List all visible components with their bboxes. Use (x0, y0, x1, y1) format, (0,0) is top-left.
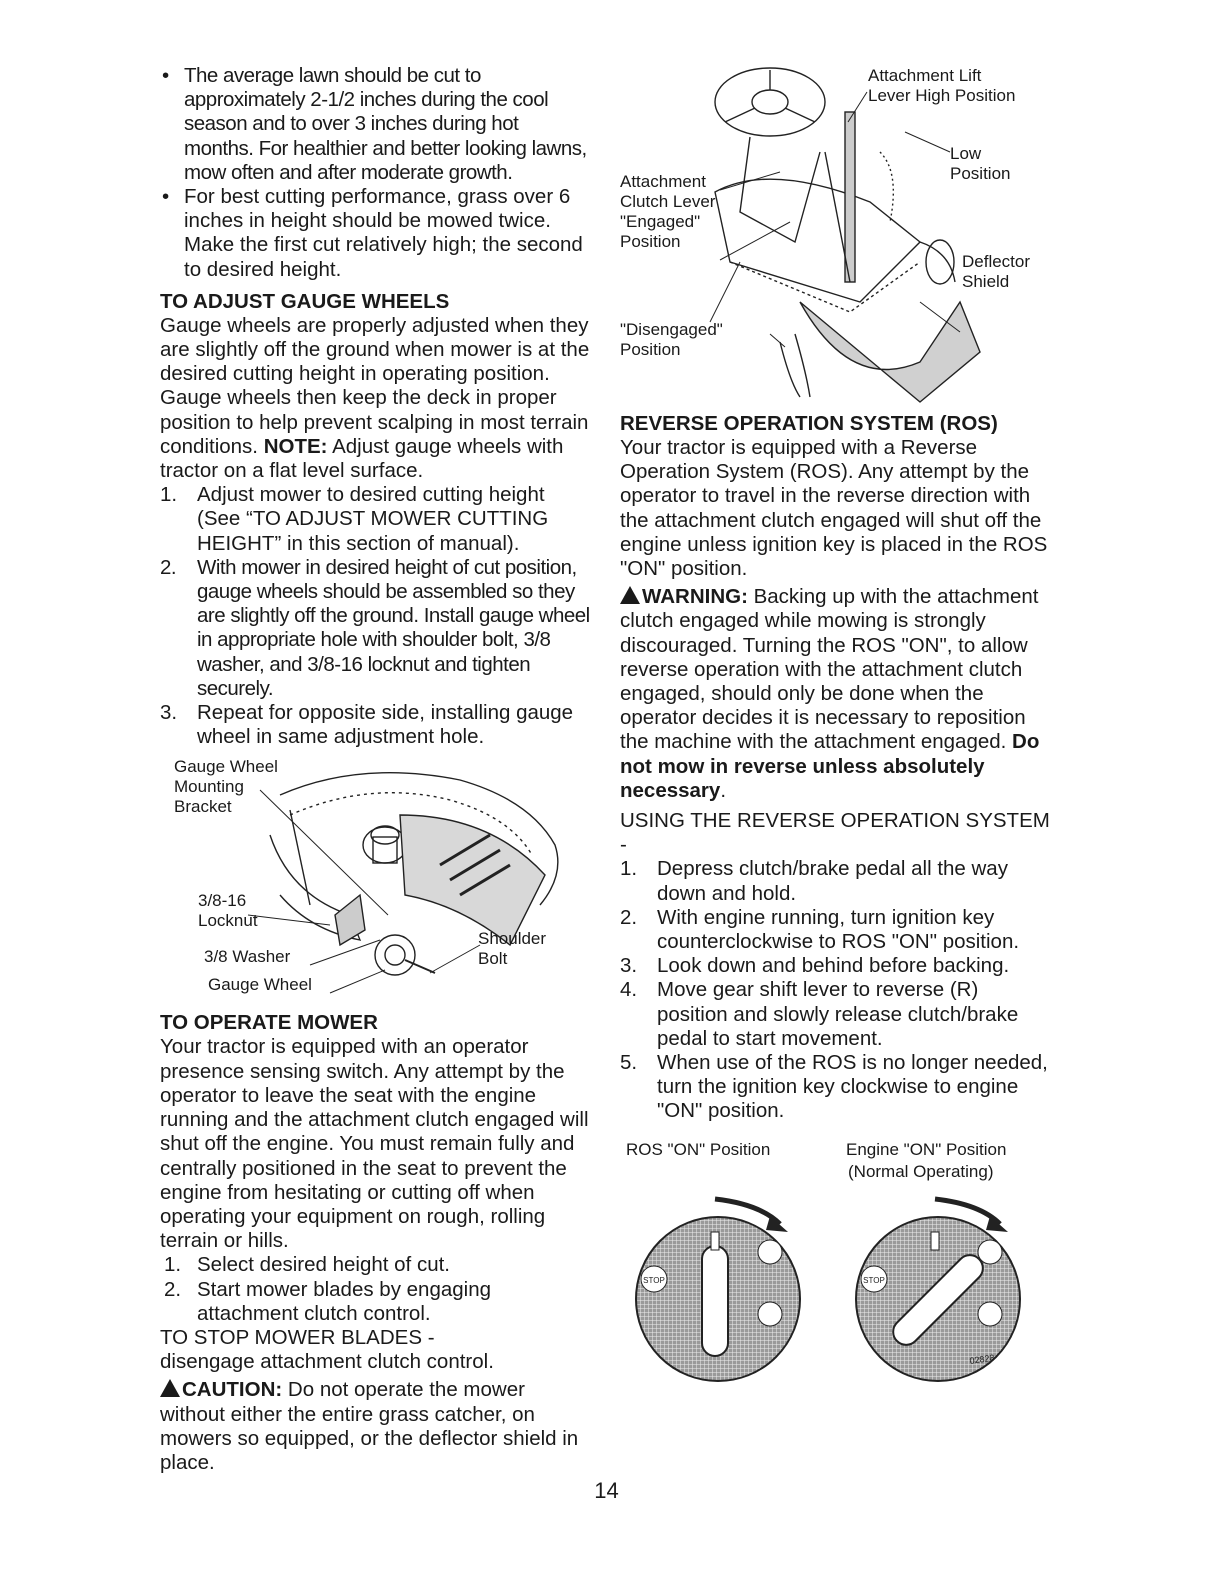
warning-bold-text: Do not mow in reverse unless absolutely necessary (620, 730, 1040, 802)
step-text: With engine running, turn ignition key counterclockwise to ROS "ON" position. (657, 905, 1020, 954)
left-column (160, 64, 592, 1475)
using-step-1 (620, 857, 1050, 905)
label-normal-operating: (Normal Operating) (848, 1161, 994, 1181)
operate-paragraph: Your tractor is equipped with an operator presence sensing switch. Any attempt by the operator to leave the seat with the engine running and the attachment clutch engaged will shut off the engine. You must remain fully and centrally positioned in the seat to prevent the engine from hesitating or cutting off when operating your equipment on rough, rolling terrain or hills. (160, 1035, 589, 1253)
operate-step-2 (160, 1278, 592, 1326)
using-step-5 (620, 1051, 1050, 1124)
heading-reverse-operation-system: REVERSE OPERATION SYSTEM (ROS) (620, 412, 998, 435)
label-shoulder-bolt: Shoulder Bolt (478, 929, 547, 969)
caution-paragraph (160, 1378, 592, 1475)
label-washer: 3/8 Washer (204, 947, 291, 967)
bullet-lawn-height: • The average lawn should be cut to approximately 2-1/2 inches during the cool season and to over 3 inches during hot months. For healthier and better looking lawns, mow often and after moderate growth. (160, 64, 592, 185)
warning-paragraph (620, 585, 1050, 803)
stop-blades-heading: TO STOP MOWER BLADES - (160, 1325, 435, 1349)
ignition-key-figure (620, 1140, 1050, 1390)
label-attachment-lift-lever: Attachment Lift Lever High Position (868, 66, 1016, 105)
step-text: Look down and behind before backing. (657, 954, 1010, 978)
step-number: 4. (620, 978, 638, 1002)
warning-triangle-icon (620, 586, 640, 604)
label-deflector-shield: Deflector Shield (962, 252, 1031, 291)
ros-paragraph: Your tractor is equipped with a Reverse Operation System (ROS). Any attempt by the operator to travel in the reverse direction with the attachment clutch engaged will shut off the engine unless ignition key is placed in the ROS "ON" position. (620, 436, 1048, 581)
note-text: Adjust gauge wheels with tractor on a flat level surface. (160, 434, 564, 483)
heading-adjust-gauge-wheels: TO ADJUST GAUGE WHEELS (160, 289, 450, 313)
tractor-controls-figure (620, 62, 1050, 412)
gauge-step-3 (160, 701, 592, 749)
step-text: Start mower blades by engaging attachment clutch control. (197, 1277, 492, 1325)
step-number: 2. (620, 905, 638, 929)
gauge-wheel-figure (160, 755, 592, 1005)
step-text: With mower in desired height of cut position, gauge wheels should be assembled so they are slightly off the ground. Install gauge wheel in appropriate hole with shoulder bolt, 3/8 washer, and 3/8-16 locknut and tighten securely. (197, 555, 590, 700)
right-column (620, 62, 1050, 1390)
stop-blades-text: disengage attachment clutch control. (160, 1350, 494, 1374)
gauge-wheels-paragraph (160, 314, 592, 483)
label-gauge-wheel-mounting-bracket: Gauge Wheel Mounting Bracket (174, 757, 278, 817)
step-number: 1. (160, 483, 178, 507)
figure-code: 02828 (968, 1352, 996, 1366)
heading-using-ros: USING THE REVERSE OPERATION SYSTEM - (620, 809, 1050, 857)
label-locknut: 3/8-16 Locknut (198, 891, 258, 931)
ignition-switch-illustration (620, 1184, 1050, 1394)
label-gauge-wheel: Gauge Wheel (208, 975, 312, 995)
gauge-step-1 (160, 483, 592, 556)
step-text: Adjust mower to desired cutting height (See “TO ADJUST MOWER CUTTING HEIGHT” in this section of manual). (197, 483, 549, 555)
engine-on-dial (856, 1199, 1020, 1381)
step-number: 3. (160, 701, 178, 725)
warning-end: . (720, 778, 727, 802)
caution-label: CAUTION: (182, 1378, 283, 1402)
operate-step-1 (160, 1253, 592, 1277)
label-clutch-lever-engaged: Attachment Clutch Lever "Engaged" Position (620, 172, 716, 251)
step-text: Repeat for opposite side, installing gauge wheel in same adjustment hole. (197, 701, 574, 749)
label-engine-on-position: Engine "ON" Position (846, 1139, 1007, 1159)
step-number: 1. (164, 1253, 182, 1277)
gauge-step-2 (160, 556, 592, 701)
step-number: 1. (620, 857, 638, 881)
note-label: NOTE: (263, 434, 328, 458)
heading-operate-mower: TO OPERATE MOWER (160, 1011, 378, 1035)
using-step-4 (620, 978, 1050, 1051)
caution-text: Do not operate the mower without either the entire grass catcher, on mowers so equipped, or the deflector shield in place. (160, 1378, 579, 1474)
step-number: 3. (620, 954, 638, 978)
caution-triangle-icon (160, 1379, 180, 1397)
stop-label-left: STOP (643, 1275, 665, 1285)
warning-text: Backing up with the attachment clutch engaged while mowing is strongly discouraged. Turning the ROS "ON", to allow reverse operation with the attachment clutch engaged, should only be done when the operator decides it is necessary to reposition the machine with the attachment engaged. (620, 585, 1039, 754)
using-step-3 (620, 954, 1050, 978)
using-step-2 (620, 906, 1050, 954)
bullet-cutting-performance: • For best cutting performance, grass over 6 inches in height should be mowed twice. Make the first cut relatively high; the second to desired height. (160, 185, 592, 282)
step-number: 2. (164, 1277, 182, 1301)
label-low-position: Low Position (950, 144, 1011, 183)
label-disengaged-position: "Disengaged" Position (620, 320, 723, 359)
step-text: Depress clutch/brake pedal all the way down and hold. (657, 857, 1008, 905)
step-text: When use of the ROS is no longer needed, turn the ignition key clockwise to engine "ON" position. (657, 1051, 1048, 1123)
step-text: Move gear shift lever to reverse (R) position and slowly release clutch/brake pedal to start movement. (657, 978, 1019, 1050)
warning-label: WARNING: (642, 585, 748, 609)
gauge-wheels-text: Gauge wheels are properly adjusted when they are slightly off the ground when mower is at the desired cutting height in operating position. Gauge wheels then keep the deck in proper position to help prevent scalping in most terrain conditions. (160, 313, 590, 458)
label-ros-on-position: ROS "ON" Position (626, 1139, 771, 1159)
step-number: 5. (620, 1051, 638, 1075)
step-text: Select desired height of cut. (197, 1253, 450, 1277)
ros-on-dial (636, 1199, 800, 1381)
page-number: 14 (594, 1478, 619, 1503)
step-number: 2. (160, 555, 177, 579)
stop-label-right: STOP (863, 1275, 885, 1285)
